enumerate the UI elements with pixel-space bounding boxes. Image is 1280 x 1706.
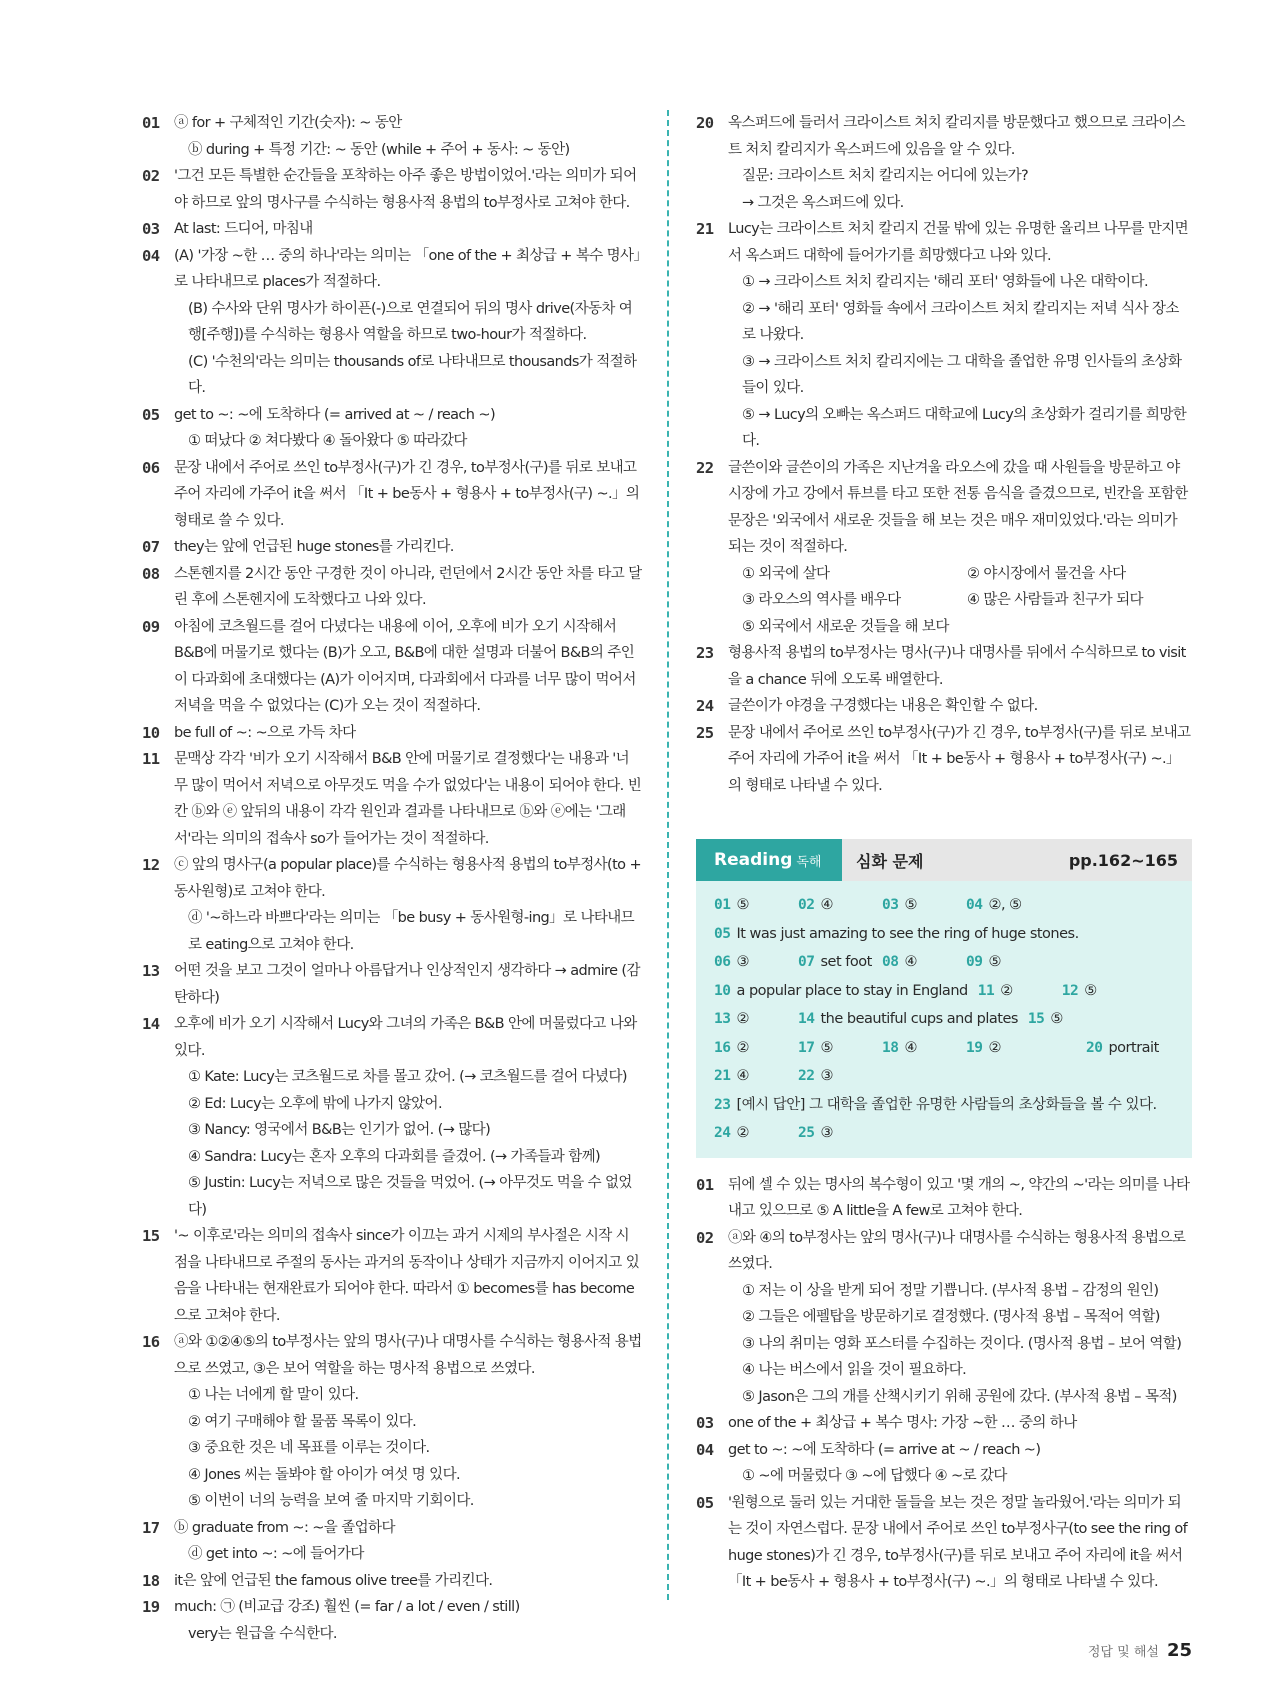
option: ① 외국에 살다: [742, 565, 830, 582]
answer-key-box: [696, 881, 1192, 1158]
explanation-item: [142, 455, 642, 535]
answer-entry: [1086, 1034, 1159, 1063]
reading-header: [696, 839, 1192, 881]
answer-value: ③: [820, 1068, 833, 1084]
item-line: (C) '수천의'라는 의미는 thousands of로 나타내므로 thousands가 적절하다.: [188, 353, 637, 396]
item-number: 09: [142, 617, 160, 636]
item-number: 07: [142, 538, 160, 556]
answer-number: 03: [882, 897, 899, 913]
item-line: very는 원급을 수식한다.: [188, 1625, 337, 1642]
item-line: ⓓ '~하느라 바쁘다'라는 의미는 「be busy + 동사원형-ing」로 나타내므로 eating으로 고쳐야 한다.: [188, 910, 635, 953]
item-line: ④ 나는 버스에서 읽을 것이 필요하다.: [742, 1362, 967, 1378]
item-number: 23: [696, 644, 714, 662]
answer-entry: [978, 977, 1062, 1006]
item-number: 19: [142, 1598, 160, 1616]
explanation-item: [696, 640, 1192, 693]
item-line: ① 떠났다 ② 쳐다봤다 ④ 돌아왔다 ⑤ 따라갔다: [188, 433, 467, 449]
answer-value: ⑤: [988, 954, 1001, 970]
explanation-item: [142, 720, 642, 747]
item-number: 01: [696, 1175, 714, 1194]
answer-value: ④: [820, 897, 833, 913]
answer-entry: [798, 891, 882, 920]
answer-value: ④: [904, 1039, 917, 1056]
item-body: [174, 720, 642, 747]
answer-value: ⑤: [1084, 982, 1097, 999]
answer-row: [714, 920, 1176, 949]
explanation-item: [696, 455, 1192, 641]
answer-value: ②: [736, 1011, 749, 1027]
answer-number: 08: [882, 954, 899, 970]
explanation-item: [696, 1437, 1192, 1490]
answer-number: 13: [714, 1011, 731, 1027]
item-number: 18: [142, 1571, 160, 1590]
explanation-item: [142, 243, 642, 402]
reading-explanations: [696, 1172, 1192, 1596]
item-line: 옥스퍼드에 들러서 크라이스트 처치 칼리지를 방문했다고 했으므로 크라이스트 처치 칼리지가 옥스퍼드에 있음을 알 수 있다.: [728, 115, 1186, 158]
answer-value: ②, ⑤: [988, 897, 1022, 913]
item-body: [174, 852, 642, 958]
answer-entry: [714, 1119, 798, 1148]
answer-row: [714, 1119, 1176, 1148]
item-line: get to ~: ~에 도착하다 (= arrive at ~ / reach ~): [728, 1441, 1041, 1458]
item-line: ⑤ 이번이 너의 능력을 보여 줄 마지막 기회이다.: [188, 1493, 474, 1509]
item-line: (A) '가장 ~한 … 중의 하나'라는 의미는 「one of the + 최상급 + 복수 명사」로 나타내므로 places가 적절하다.: [174, 247, 641, 290]
answer-entry: [798, 1034, 882, 1063]
answer-number: 15: [1027, 1011, 1045, 1027]
explanation-item: [142, 1223, 642, 1329]
item-line: ① 저는 이 상을 받게 되어 정말 기쁩니다. (부사적 용법 – 감정의 원인): [742, 1282, 1159, 1299]
item-body: [174, 1329, 642, 1515]
answer-value: ④: [736, 1068, 749, 1084]
answer-number: 24: [714, 1125, 731, 1141]
answer-entry: [966, 948, 1086, 977]
explanation-item: [142, 402, 642, 455]
item-number: 16: [142, 1333, 160, 1351]
explanation-item: [142, 746, 642, 852]
answer-number: 10: [714, 982, 731, 999]
answer-value: ⑤: [736, 897, 749, 913]
explanation-item: [142, 216, 642, 243]
answer-number: 07: [798, 954, 815, 970]
item-number: 05: [696, 1493, 714, 1512]
item-line: '원형으로 둘러 있는 거대한 돌들을 보는 것은 정말 놀라웠어.'라는 의미가 되는 것이 자연스럽다. 문장 내에서 주어로 쓰인 to부정사구(to see the ring of huge stones)가 긴 경우, to부정사(구)를 뒤로 보내고 주어 자리에 it을 써서 「It + be동사 + 형용사 + to부정사(구) ~.」의 형태로 나타낼 수 있다.: [728, 1494, 1188, 1590]
item-body: [174, 534, 642, 561]
item-number: 03: [696, 1414, 714, 1432]
explanation-item: [142, 110, 642, 163]
answer-value: ②: [1000, 982, 1013, 999]
answer-entry: [714, 948, 798, 977]
answer-number: 09: [966, 954, 983, 970]
item-line: ⑤ Jason은 그의 개를 산책시키기 위해 공원에 갔다. (부사적 용법 – 목적): [742, 1388, 1177, 1405]
answer-entry: [714, 1034, 798, 1063]
item-body: [174, 402, 642, 455]
item-line: ⓓ get into ~: ~에 들어가다: [188, 1546, 364, 1562]
answer-value: a popular place to stay in England: [736, 982, 968, 999]
item-line: ⓐ와 ①②④⑤의 to부정사는 앞의 명사(구)나 대명사를 수식하는 형용사적 용법으로 쓰였고, ③은 보어 역할을 하는 명사적 용법으로 쓰였다.: [174, 1334, 642, 1377]
answer-row: [714, 1062, 1176, 1091]
left-column: [142, 110, 642, 1647]
reading-tag-label: Reading: [714, 850, 793, 870]
explanation-item: [142, 1568, 642, 1595]
reading-pages: pp.162~165: [1068, 850, 1178, 870]
answer-entry: [798, 1005, 1018, 1034]
item-line: 문맥상 각각 '비가 오기 시작해서 B&B 안에 머물기로 결정했다'는 내용과 '너무 많이 먹어서 저녁으로 아무것도 먹을 수가 없었다'는 내용이 되어야 한다. 빈칸 ⓑ와 ⓔ 앞뒤의 내용이 각각 원인과 결과를 나타내므로 ⓑ와 ⓔ에는 '그래서'라는 의미의 접속사 so가 들어가는 것이 적절하다.: [174, 751, 642, 847]
item-number: 24: [696, 697, 714, 715]
item-line: much: ㉠ (비교급 강조) 훨씬 (= far / a lot / even / still): [174, 1599, 520, 1615]
answer-number: 06: [714, 954, 731, 970]
item-line: ③ Nancy: 영국에서 B&B는 인기가 없어. (→ 많다): [188, 1122, 491, 1138]
item-number: 15: [142, 1227, 160, 1245]
item-line: 어떤 것을 보고 그것이 얼마나 아름답거나 인상적인지 생각하다 → admire (감탄하다): [174, 963, 640, 1006]
answer-entry: [714, 977, 968, 1006]
item-line: ⓐ for + 구체적인 기간(숫자): ~ 동안: [174, 115, 402, 131]
option: ③ 라오스의 역사를 배우다: [742, 592, 901, 608]
answer-number: 17: [798, 1039, 815, 1056]
item-number: 02: [696, 1228, 714, 1247]
item-number: 02: [142, 167, 160, 185]
item-line: ⑤ Justin: Lucy는 저녁으로 많은 것들을 먹었어. (→ 아무것도 먹을 수 없었다): [188, 1175, 632, 1218]
item-line: → 그것은 옥스퍼드에 있다.: [742, 194, 904, 211]
answer-entry: [798, 1062, 882, 1091]
item-line: they는 앞에 언급된 huge stones를 가리킨다.: [174, 539, 454, 555]
item-body: [174, 1223, 642, 1329]
answer-number: 01: [714, 897, 731, 913]
explanation-item: [142, 1515, 642, 1568]
item-line: ④ Sandra: Lucy는 혼자 오후의 다과회를 즐겼어. (→ 가족들과 함께): [188, 1148, 601, 1165]
answer-number: 04: [966, 897, 983, 913]
item-line: ③ 중요한 것은 네 목표를 이루는 것이다.: [188, 1440, 430, 1456]
answer-entry: [966, 891, 1086, 920]
item-line: ⓑ graduate from ~: ~을 졸업하다: [174, 1519, 395, 1536]
item-line: ③ 나의 취미는 영화 포스터를 수집하는 것이다. (명사적 용법 – 보어 역할): [742, 1335, 1182, 1352]
item-line: ④ Jones 씨는 돌봐야 할 아이가 여섯 명 있다.: [188, 1466, 460, 1483]
reading-tag-sub: 독해: [796, 854, 822, 870]
item-line: 아침에 코츠월드를 걸어 다녔다는 내용에 이어, 오후에 비가 오기 시작해서 B&B에 머물기로 했다는 (B)가 오고, B&B에 대한 설명과 더불어 B&B의 주인이 다과회에 초대했다는 (A)가 이어지며, 다과회에서 다과를 너무 많이 먹어서 저녁을 먹을 수 없었다는 (C)가 오는 것이 적절하다.: [174, 618, 636, 714]
answer-row: [714, 1005, 1176, 1034]
item-body: [728, 455, 1192, 641]
answer-entry: [882, 948, 966, 977]
item-line: ⑤ → Lucy의 오빠는 옥스퍼드 대학교에 Lucy의 초상화가 걸리기를 희망한다.: [742, 406, 1187, 449]
answer-entry: [882, 1034, 966, 1063]
item-line: ② 그들은 에펠탑을 방문하기로 결정했다. (명사적 용법 – 목적어 역할): [742, 1309, 1160, 1325]
explanation-item: [696, 1225, 1192, 1411]
answer-number: 14: [798, 1011, 815, 1027]
item-body: [174, 746, 642, 852]
item-number: 08: [142, 564, 160, 583]
right-column: [696, 110, 1192, 1596]
item-body: [728, 110, 1192, 216]
reading-title: 심화 문제: [856, 851, 924, 871]
item-line: ① → 크라이스트 처치 칼리지는 '해리 포터' 영화들에 나온 대학이다.: [742, 274, 1148, 290]
item-number: 14: [142, 1015, 160, 1033]
option-row: [728, 614, 1192, 641]
item-body: [728, 1490, 1192, 1596]
explanation-item: [142, 561, 642, 614]
answer-number: 05: [714, 925, 731, 942]
answer-value: set foot: [820, 954, 872, 970]
item-line: 오후에 비가 오기 시작해서 Lucy와 그녀의 가족은 B&B 안에 머물렀다고 나와 있다.: [174, 1016, 637, 1059]
item-body: [728, 640, 1192, 693]
option: ② 야시장에서 물건을 사다: [967, 565, 1126, 582]
explanation-item: [142, 163, 642, 216]
item-body: [174, 958, 642, 1011]
answer-entry: [714, 1005, 798, 1034]
item-line: 문장 내에서 주어로 쓰인 to부정사(구)가 긴 경우, to부정사(구)를 뒤로 보내고 주어 자리에 가주어 it을 써서 「It + be동사 + 형용사 + to부정사(구) ~.」의 형태로 나타낼 수 있다.: [728, 724, 1191, 794]
item-line: ② 여기 구매해야 할 물품 목록이 있다.: [188, 1413, 417, 1430]
item-number: 10: [142, 723, 160, 742]
explanation-item: [696, 110, 1192, 216]
item-body: [174, 614, 642, 720]
item-body: [174, 216, 642, 243]
page-footer: [1088, 1640, 1192, 1661]
explanation-item: [696, 216, 1192, 455]
answer-number: 20: [1086, 1039, 1103, 1056]
item-body: [174, 1568, 642, 1595]
answer-number: 25: [798, 1125, 815, 1141]
explanation-item: [142, 852, 642, 958]
item-line: '~ 이후로'라는 의미의 접속사 since가 이끄는 과거 시제의 부사절은 시작 시점을 나타내므로 주절의 동사는 과거의 동작이나 상태가 지금까지 이어지고 있음을 나타내는 현재완료가 되어야 한다. 따라서 ① becomes를 has become으로 고쳐야 한다.: [174, 1228, 640, 1324]
item-body: [728, 1172, 1192, 1225]
reading-tag: [696, 839, 842, 881]
answer-number: 19: [966, 1039, 983, 1056]
item-line: get to ~: ~에 도착하다 (= arrived at ~ / reach ~): [174, 406, 496, 423]
option-row: [728, 587, 1192, 614]
answer-row: [714, 977, 1176, 1006]
explanation-item: [142, 614, 642, 720]
answer-value: ②: [736, 1125, 749, 1141]
item-line: 형용사적 용법의 to부정사는 명사(구)나 대명사를 뒤에서 수식하므로 to visit을 a chance 뒤에 오도록 배열한다.: [728, 645, 1186, 688]
item-line: 뒤에 셀 수 있는 명사의 복수형이 있고 '몇 개의 ~, 약간의 ~'라는 의미를 나타내고 있으므로 ⑤ A little을 A few로 고쳐야 한다.: [728, 1176, 1190, 1219]
column-divider: [667, 110, 669, 1600]
item-line: (B) 수사와 단위 명사가 하이픈(-)으로 연결되어 뒤의 명사 drive(자동차 여행[주행])를 수식하는 형용사 역할을 하므로 two-hour가 적절하다.: [188, 300, 633, 343]
item-line: one of the + 최상급 + 복수 명사: 가장 ~한 … 중의 하나: [728, 1415, 1077, 1431]
explanation-item: [142, 1594, 642, 1647]
explanation-item: [142, 534, 642, 561]
item-line: 질문: 크라이스트 처치 칼리지는 어디에 있는가?: [742, 168, 1029, 184]
answer-value: It was just amazing to see the ring of huge stones.: [736, 925, 1079, 942]
explanation-item: [696, 720, 1192, 800]
answer-value: ②: [736, 1039, 749, 1056]
option: ④ 많은 사람들과 친구가 되다: [967, 592, 1143, 608]
item-line: ③ → 크라이스트 처치 칼리지에는 그 대학을 졸업한 유명 인사들의 초상화들이 있다.: [742, 353, 1182, 396]
item-body: [174, 163, 642, 216]
answer-value: ⑤: [904, 897, 917, 913]
item-line: '그건 모든 특별한 순간들을 포착하는 아주 좋은 방법이었어.'라는 의미가 되어야 하므로 앞의 명사구를 수식하는 형용사적 용법의 to부정사로 고쳐야 한다.: [174, 168, 637, 211]
item-body: [174, 1594, 642, 1647]
option: ⑤ 외국에서 새로운 것들을 해 보다: [742, 618, 949, 635]
item-line: 글쓴이와 글쓴이의 가족은 지난겨울 라오스에 갔을 때 사원들을 방문하고 야시장에 가고 강에서 튜브를 타고 또한 전통 음식을 즐겼으므로, 빈칸을 포함한 문장은 '외국에서 새로운 것들을 해 보는 것은 매우 재미있었다.'라는 의미가 되는 것이 적절하다.: [728, 459, 1188, 555]
item-number: 11: [142, 750, 160, 768]
item-number: 04: [696, 1440, 714, 1459]
item-line: ② → '해리 포터' 영화들 속에서 크라이스트 처치 칼리지는 저녁 식사 장소로 나왔다.: [742, 300, 1179, 343]
item-body: [174, 561, 642, 614]
item-number: 22: [696, 458, 714, 477]
item-line: ⓒ 앞의 명사구(a popular place)를 수식하는 형용사적 용법의 to부정사(to + 동사원형)로 고쳐야 한다.: [174, 857, 641, 900]
answer-number: 22: [798, 1068, 815, 1084]
answer-value: ③: [820, 1125, 833, 1141]
answer-number: 12: [1061, 982, 1079, 999]
answer-number: 11: [977, 982, 995, 999]
item-body: [174, 1515, 642, 1568]
item-body: [728, 216, 1192, 455]
answer-number: 21: [714, 1068, 731, 1084]
explanation-item: [696, 1410, 1192, 1437]
answer-row: [714, 948, 1176, 977]
explanation-item: [142, 1011, 642, 1223]
item-body: [174, 455, 642, 535]
item-number: 04: [142, 246, 160, 265]
answer-row: [714, 891, 1176, 920]
explanation-item: [696, 1490, 1192, 1596]
item-number: 13: [142, 962, 160, 980]
item-line: At last: 드디어, 마침내: [174, 221, 313, 237]
answer-entry: [714, 920, 1079, 949]
answer-row: [714, 1091, 1176, 1120]
item-line: 스톤헨지를 2시간 동안 구경한 것이 아니라, 런던에서 2시간 동안 차를 타고 달린 후에 스톤헨지에 도착했다고 나와 있다.: [174, 565, 642, 608]
explanation-item: [696, 1172, 1192, 1225]
answer-value: [예시 답안] 그 대학을 졸업한 유명한 사람들의 초상화들을 볼 수 있다.: [736, 1096, 1157, 1113]
item-line: be full of ~: ~으로 가득 차다: [174, 724, 356, 741]
explanation-item: [142, 1329, 642, 1515]
footer-label: 정답 및 해설: [1087, 1645, 1159, 1660]
item-body: [728, 720, 1192, 800]
item-line: ① Kate: Lucy는 코츠월드로 차를 몰고 갔어. (→ 코츠월드를 걸어 다녔다): [188, 1069, 627, 1085]
item-number: 25: [696, 723, 714, 742]
answer-entry: [714, 891, 798, 920]
answer-entry: [966, 1034, 1086, 1063]
item-body: [728, 1437, 1192, 1490]
answer-number: 02: [798, 897, 815, 913]
item-body: [728, 693, 1192, 720]
explanation-item: [696, 693, 1192, 720]
item-body: [174, 1011, 642, 1223]
item-line: it은 앞에 언급된 the famous olive tree를 가리킨다.: [174, 1572, 493, 1589]
item-number: 01: [142, 114, 160, 132]
item-number: 17: [142, 1518, 160, 1537]
answer-entry: [882, 891, 966, 920]
item-body: [728, 1410, 1192, 1437]
answer-value: ⑤: [820, 1039, 833, 1056]
explanation-item: [142, 958, 642, 1011]
answer-value: portrait: [1108, 1039, 1159, 1056]
item-line: 문장 내에서 주어로 쓰인 to부정사(구)가 긴 경우, to부정사(구)를 뒤로 보내고 주어 자리에 가주어 it을 써서 「It + be동사 + 형용사 + to부정사(구) ~.」의 형태로 쓸 수 있다.: [174, 459, 640, 529]
item-line: ⓐ와 ④의 to부정사는 앞의 명사(구)나 대명사를 수식하는 형용사적 용법으로 쓰였다.: [728, 1229, 1186, 1272]
item-line: ① ~에 머물렀다 ③ ~에 답했다 ④ ~로 갔다: [742, 1468, 1007, 1484]
item-body: [728, 1225, 1192, 1411]
answer-entry: [1028, 1005, 1112, 1034]
answer-entry: [714, 1091, 1157, 1120]
answer-value: ④: [904, 954, 917, 970]
item-number: 06: [142, 458, 160, 477]
item-line: ⓑ during + 특정 기간: ~ 동안 (while + 주어 + 동사: ~ 동안): [188, 141, 570, 158]
item-number: 12: [142, 856, 160, 874]
item-number: 03: [142, 220, 160, 238]
item-body: [174, 110, 642, 163]
option-row: [728, 561, 1192, 588]
answer-number: 16: [714, 1039, 731, 1056]
answer-entry: [798, 1119, 882, 1148]
answer-entry: [1062, 977, 1146, 1006]
answer-entry: [798, 948, 882, 977]
answer-value: ③: [736, 954, 749, 970]
item-line: 글쓴이가 야경을 구경했다는 내용은 확인할 수 없다.: [728, 698, 1038, 714]
answer-value: the beautiful cups and plates: [820, 1011, 1018, 1027]
answer-value: ②: [988, 1039, 1001, 1056]
item-body: [174, 243, 642, 402]
answer-number: 18: [882, 1039, 899, 1056]
answer-value: ⑤: [1050, 1011, 1063, 1027]
item-number: 21: [696, 220, 714, 238]
answer-number: 23: [714, 1096, 731, 1113]
right-items: [696, 110, 1192, 799]
item-number: 05: [142, 405, 160, 424]
answer-row: [714, 1034, 1176, 1063]
page-number: 25: [1166, 1640, 1192, 1661]
item-line: ② Ed: Lucy는 오후에 밖에 나가지 않았어.: [188, 1095, 442, 1112]
item-number: 20: [696, 114, 714, 132]
item-line: ① 나는 너에게 할 말이 있다.: [188, 1387, 359, 1403]
item-line: Lucy는 크라이스트 처치 칼리지 건물 밖에 있는 유명한 올리브 나무를 만지면서 옥스퍼드 대학에 들어가기를 희망했다고 나와 있다.: [728, 221, 1189, 264]
answer-entry: [714, 1062, 798, 1091]
